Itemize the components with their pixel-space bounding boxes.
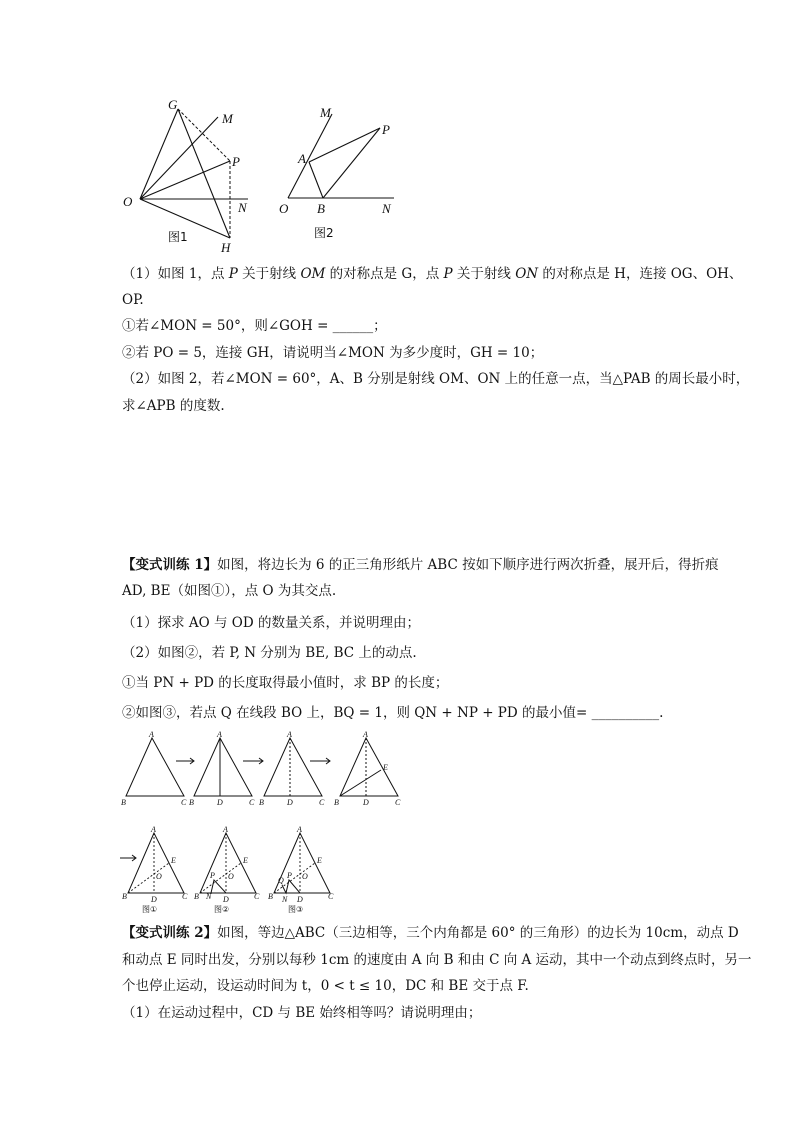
caption-fig-1: 图① xyxy=(142,905,158,914)
label-m: M xyxy=(320,105,331,120)
problem-part2-cont: 求∠APB 的度数. xyxy=(122,398,225,414)
label-b2: B xyxy=(189,798,194,807)
triangle-step-4 xyxy=(340,738,398,796)
folding-sequence-diagram xyxy=(118,728,408,808)
figure-1-caption: 图1 xyxy=(168,230,188,244)
variant1-intro-cont: AD, BE（如图①），点 O 为其交点. xyxy=(122,583,337,599)
figure-2-diagram xyxy=(276,100,406,245)
label-d-f1: D xyxy=(151,895,157,904)
label-a-f2: A xyxy=(223,825,228,834)
caption-fig-2: 图② xyxy=(214,905,230,914)
ray-om xyxy=(288,114,332,198)
label-c-f3: C xyxy=(328,892,334,901)
label-q-f3: Q xyxy=(278,876,284,885)
label-n-f2: N xyxy=(206,892,212,901)
label-a4: A xyxy=(363,730,368,739)
label-o: O xyxy=(123,194,133,209)
label-a: A xyxy=(298,151,306,166)
segment-ap xyxy=(309,128,380,162)
label-b3: B xyxy=(259,798,264,807)
folding-sequence-row-2 xyxy=(118,825,338,915)
label-a-f1: A xyxy=(151,825,156,834)
label-p: P xyxy=(382,122,390,137)
problem-question-2: ②若 PO = 5，连接 GH，请说明当∠MON 为多少度时，GH = 10； xyxy=(122,345,544,361)
label-e4: E xyxy=(383,763,388,772)
variant2-intro: 【变式训练 2】如图，等边△ABC（三边相等，三个内角都是 60° 的三角形）的边长为 10cm，动点 D xyxy=(122,925,739,941)
label-h: H xyxy=(221,240,231,255)
label-b-f1: B xyxy=(122,892,127,901)
variant1-question-2: （2）如图②，若 P, N 分别为 BE, BC 上的动点. xyxy=(122,645,417,661)
variant1-question-1: （1）探求 AO 与 OD 的数量关系，并说明理由； xyxy=(122,615,420,631)
label-c3: C xyxy=(319,798,325,807)
figure-1 xyxy=(118,95,268,260)
label-d-f2: D xyxy=(223,895,229,904)
caption-fig-3: 图③ xyxy=(288,905,304,914)
label-p: P xyxy=(232,154,240,169)
variant2-intro-cont-2: 个也停止运动，设运动时间为 t，0 < t ≤ 10，DC 和 BE 交于点 F. xyxy=(122,978,529,994)
figure-2 xyxy=(276,100,406,245)
label-o-f2: O xyxy=(228,872,234,881)
segment-bp xyxy=(323,128,380,198)
label-c-f2: C xyxy=(254,892,260,901)
problem-question-1: ①若∠MON = 50°，则∠GOH = ______； xyxy=(122,318,387,334)
label-p-f2: P xyxy=(210,871,215,880)
figure-1-diagram xyxy=(118,95,268,260)
label-d4: D xyxy=(363,798,369,807)
variant2-question-1: （1）在运动过程中，CD 与 BE 始终相等吗？请说明理由； xyxy=(122,1005,482,1021)
variant1-lead: 【变式训练 1】 xyxy=(122,557,218,573)
figure-2-caption: 图2 xyxy=(314,226,334,240)
label-a3: A xyxy=(287,730,292,739)
label-n: N xyxy=(238,200,247,215)
variant2-intro-cont: 和动点 E 同时出发，分别以每秒 1cm 的速度由 A 向 B 和由 C 向 A 运动，其中一个动点到终点时，另一 xyxy=(122,952,752,968)
label-n-f3: N xyxy=(282,895,288,904)
label-c2: C xyxy=(249,798,255,807)
label-o: O xyxy=(279,201,289,216)
label-a2: A xyxy=(217,730,222,739)
segment-ab xyxy=(309,162,323,198)
ray-om xyxy=(140,117,218,199)
label-g: G xyxy=(168,97,178,112)
label-c1: C xyxy=(181,798,187,807)
label-c4: C xyxy=(395,798,401,807)
label-e-f1: E xyxy=(171,856,176,865)
triangle-step-2 xyxy=(194,738,252,796)
triangle-step-1 xyxy=(126,738,184,796)
variant1-question-2a: ①当 PN + PD 的长度取得最小值时，求 BP 的长度； xyxy=(122,675,449,691)
label-d3: D xyxy=(287,798,293,807)
label-b: B xyxy=(317,201,325,216)
label-o-f1: O xyxy=(156,872,162,881)
label-n: N xyxy=(382,201,391,216)
label-c-f1: C xyxy=(182,892,188,901)
label-d2: D xyxy=(217,798,223,807)
label-e-f2: E xyxy=(243,856,248,865)
variant1-intro: 【变式训练 1】如图，将边长为 6 的正三角形纸片 ABC 按如下顺序进行两次折叠，展开后，得折痕 xyxy=(122,557,719,573)
path-n-p-d xyxy=(211,880,226,893)
label-o-f3: O xyxy=(302,872,308,881)
folding-sequence-row-1 xyxy=(118,728,408,808)
variant2-lead: 【变式训练 2】 xyxy=(122,925,218,941)
label-d-f3: D xyxy=(297,895,303,904)
label-b-f2: B xyxy=(194,892,199,901)
label-a-f3: A xyxy=(297,825,302,834)
problem-part2: （2）如图 2，若∠MON = 60°，A、B 分别是射线 OM、ON 上的任意一点，当△PAB 的周长最小时， xyxy=(122,371,750,387)
label-b4: B xyxy=(334,798,339,807)
label-b-f3: B xyxy=(268,892,273,901)
label-p-f3: P xyxy=(287,871,292,880)
problem-part1-intro: （1）如图 1，点 P 关于射线 OM 的对称点是 G，点 P 关于射线 ON 的对称点是 H，连接 OG、OH、 xyxy=(122,266,743,282)
triangle-step-3 xyxy=(264,738,322,796)
label-m: M xyxy=(222,111,233,126)
label-e-f3: E xyxy=(317,856,322,865)
label-a1: A xyxy=(149,730,154,739)
label-b1: B xyxy=(121,798,126,807)
variant1-question-2b: ②如图③，若点 Q 在线段 BO 上，BQ = 1，则 QN + NP + PD 的最小值= __________. xyxy=(122,705,664,721)
figures-1-2-3-diagram xyxy=(118,825,338,915)
path-q-n-p-d xyxy=(282,880,300,893)
problem-part1-intro-cont: OP. xyxy=(122,292,144,308)
